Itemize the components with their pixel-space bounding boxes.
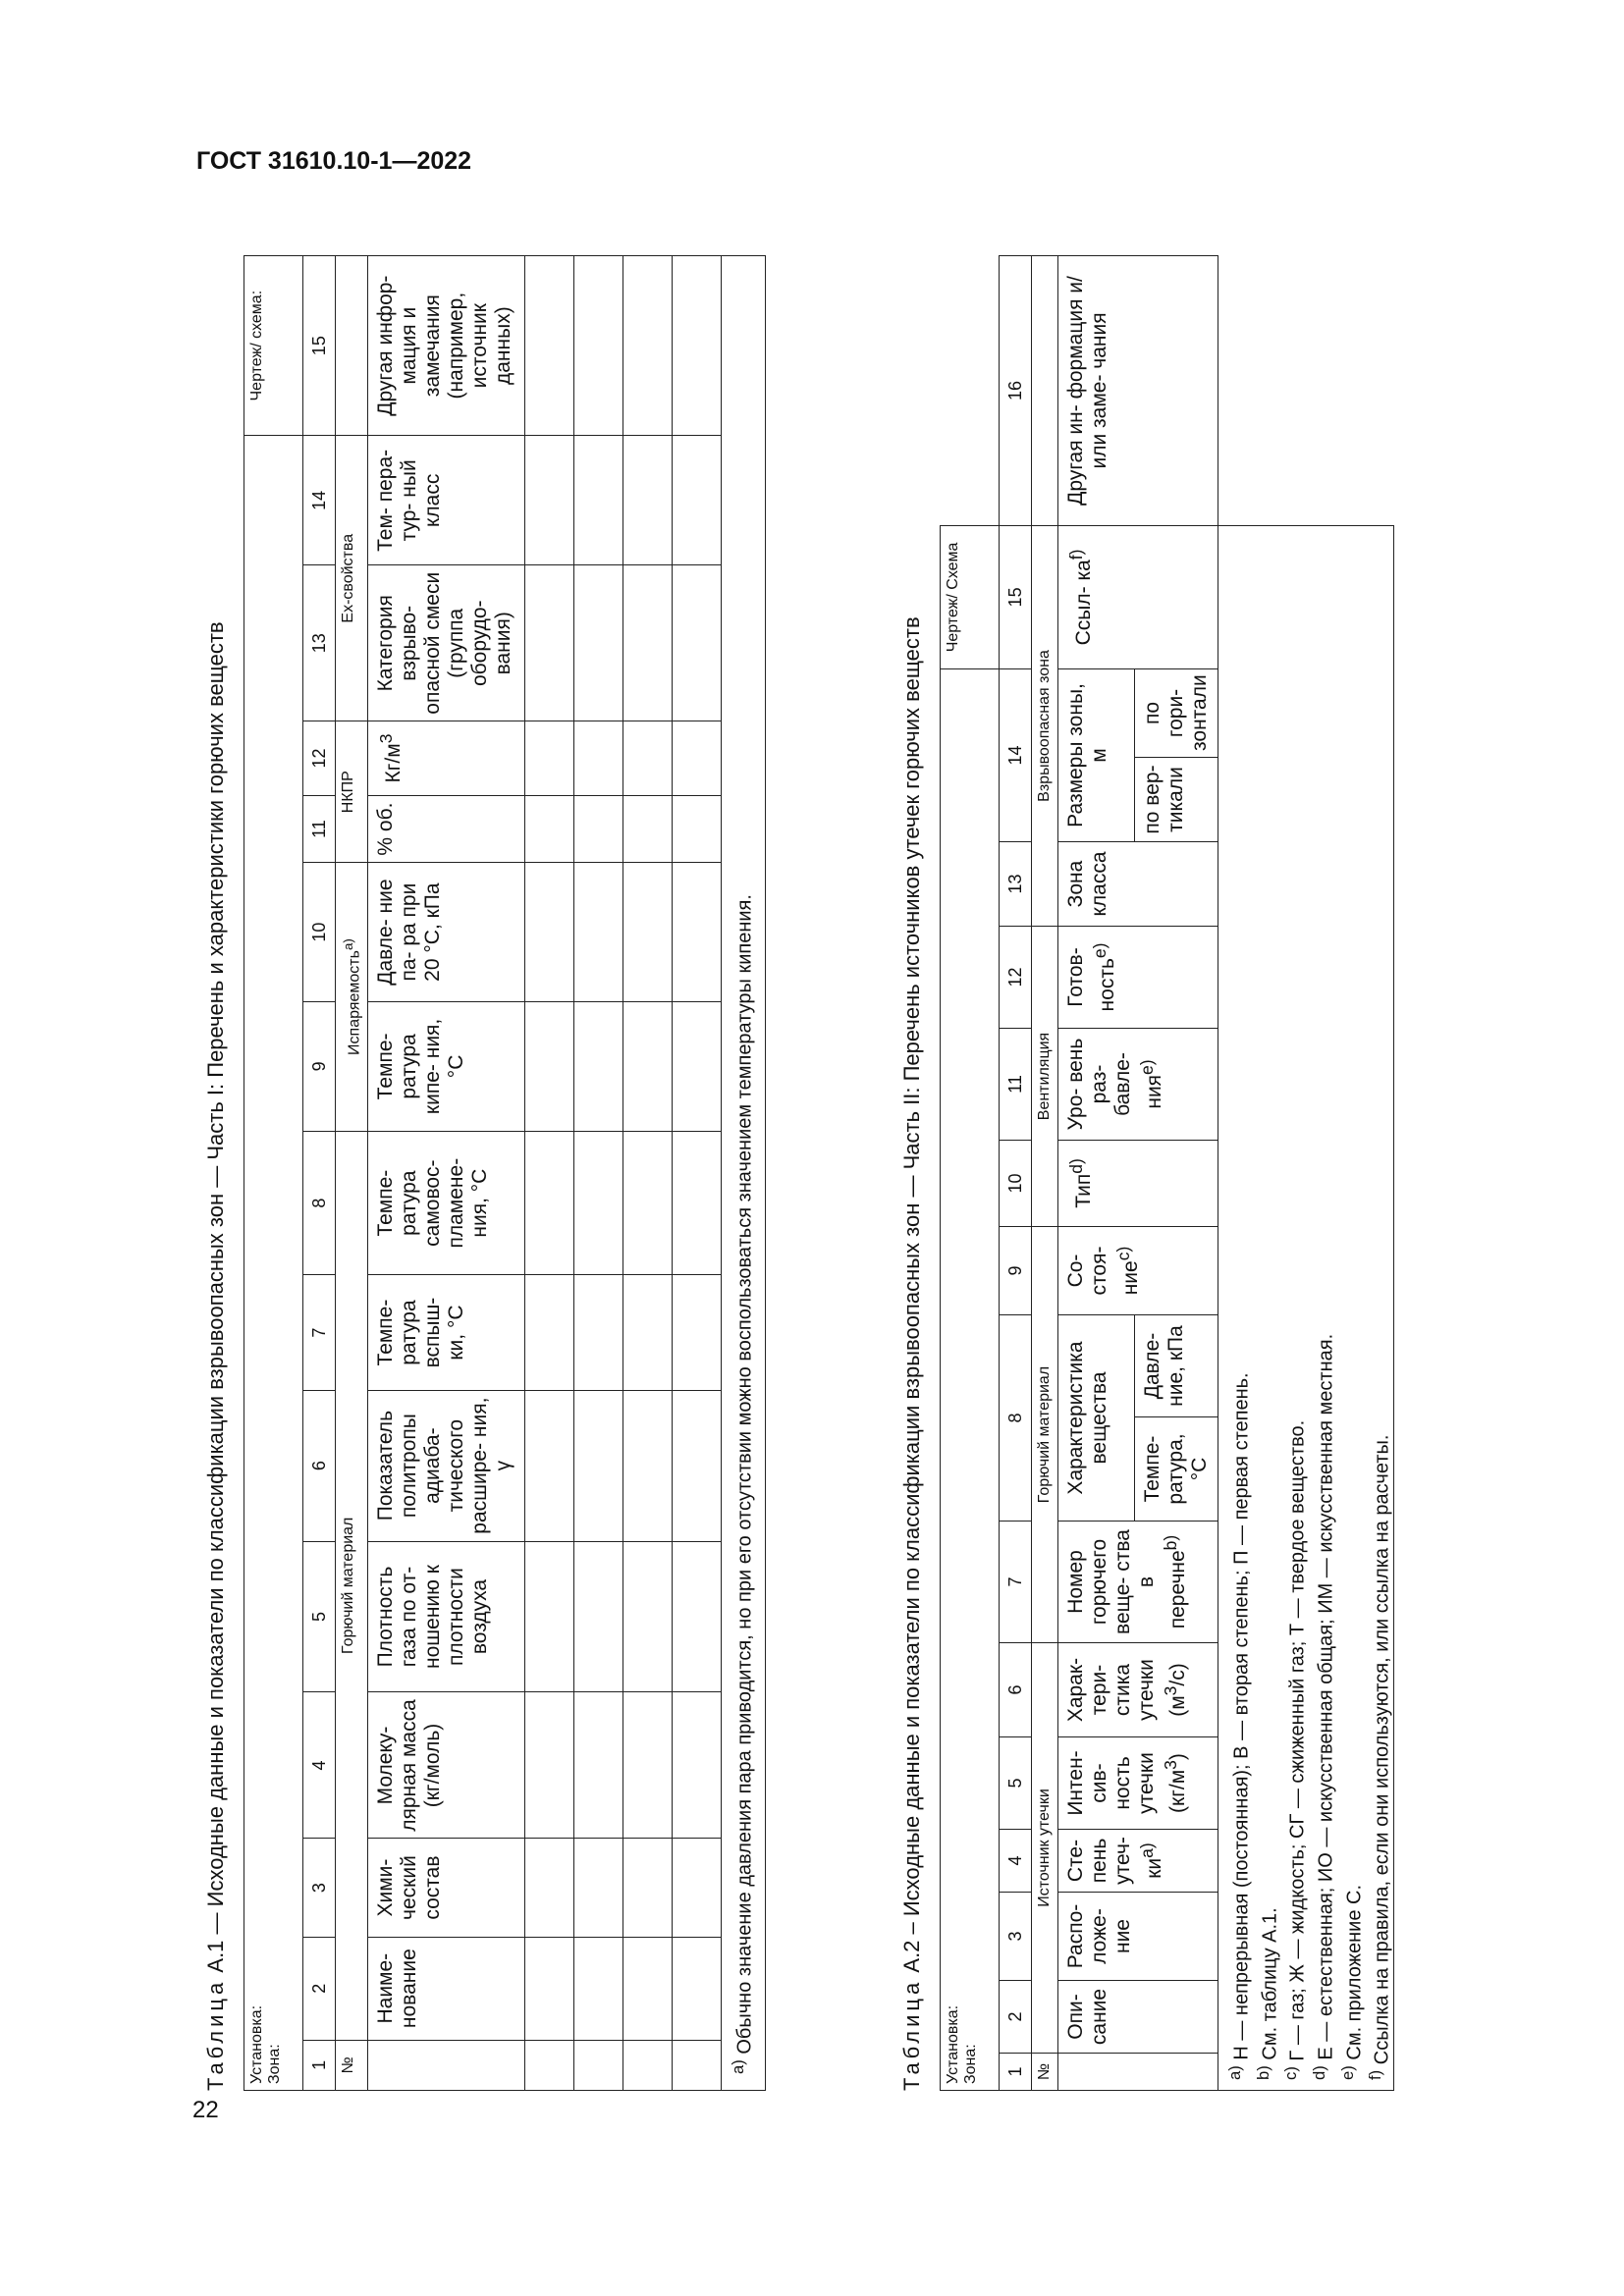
table-a2-num: 10: [1000, 1141, 1032, 1227]
table-a2-footnote-sup: е): [1337, 2065, 1357, 2080]
table-a2-footnote-sup: с): [1281, 2066, 1301, 2080]
table-a2-zone-label: Зона:: [962, 2044, 979, 2084]
table-a1-group-ex: Ех-свойства: [336, 436, 368, 721]
table-a2-group-fuel: Горючий материал: [1032, 1227, 1058, 1643]
table-a1-c12-sup: 3: [376, 733, 397, 744]
table-a2-footnote: [1365, 526, 1393, 2080]
table-a2-subheader-cell: Темпе- ратура, °С: [1135, 1417, 1218, 1522]
table-a1-footnote-text: Обычно значение давления пара приводится, но при его отсутствии можно воспользоваться значением температуры кипения.: [733, 894, 756, 2055]
table-a2-c9-text: Со- стоя- ние: [1064, 1246, 1142, 1296]
table-a1-caption-word: Таблица: [203, 1978, 228, 2091]
table-a2-header-cell: [1058, 1737, 1218, 1830]
table-a1-drawing-cell: Чертеж/ схема:: [244, 256, 303, 436]
table-a2-setup-label: Установка:: [945, 2004, 961, 2084]
table-a1-header-cell: Хими- ческий состав: [368, 1839, 525, 1937]
table-a2-num: 1: [1000, 2054, 1032, 2091]
table-a2-header-cell: [1058, 1227, 1218, 1315]
table-a1-num: 11: [303, 795, 336, 862]
table-a2-c9-sup: с): [1113, 1246, 1133, 1261]
table-a2-header-cell: Размеры зоны, м: [1058, 668, 1135, 841]
page-number: 22: [192, 2097, 219, 2123]
table-a2-num: 8: [1000, 1315, 1032, 1522]
table-a2-header-cell: [1058, 1830, 1218, 1893]
table-a1-num: 6: [303, 1390, 336, 1541]
table-a2-footnote-sup: b): [1253, 2065, 1272, 2080]
table-a2: [940, 255, 1394, 2091]
table-a2-setup-cell: [941, 668, 1000, 2090]
table-row: [525, 256, 574, 2091]
table-a2-header-cell: [1058, 525, 1218, 668]
table-a2-group-zone: Взрывоопасная зона: [1032, 525, 1058, 926]
table-a1-header-cell: Плотность газа по от- ношению к плотности воздуха: [368, 1541, 525, 1692]
table-a2-header-cell: Опи- сание: [1058, 1981, 1218, 2054]
table-a2-header-cell: [1058, 2054, 1218, 2091]
table-a1-num: 13: [303, 565, 336, 721]
table-a2-footnote-text: См. таблицу А.1.: [1259, 1907, 1281, 2060]
table-a1-caption: [196, 226, 244, 2091]
table-a1-num: 4: [303, 1692, 336, 1839]
table-a2-c6-sup: 3: [1161, 1685, 1180, 1696]
table-a2-drawing-cell: Чертеж/ Схема: [941, 525, 1000, 668]
table-a2-footnote-sup: а): [1225, 2065, 1244, 2080]
table-a2-c7-text: Номер горючего веще- ства в перечне: [1064, 1529, 1189, 1634]
table-a2-c15-sup: f): [1066, 549, 1086, 561]
table-a2-num: 14: [1000, 668, 1032, 841]
table-a1-num: 2: [303, 1937, 336, 2040]
table-a2-footnote-text: Ссылка на правила, если они используются, или ссылка на расчеты.: [1371, 1434, 1393, 2065]
table-a1-zone-label: Зона:: [266, 2044, 283, 2084]
table-a2-c5-sup: 3: [1161, 1760, 1180, 1770]
table-a1-num: 10: [303, 863, 336, 1002]
table-a1-header-cell: Молеку- лярная масса (кг/моль): [368, 1692, 525, 1839]
table-a2-c5-text: Интен- сив- ность утечки (кг/м: [1064, 1750, 1189, 1816]
table-a2-group-empty: [1032, 256, 1058, 526]
table-a2-num: 4: [1000, 1830, 1032, 1893]
table-a2-caption: [893, 226, 940, 2091]
table-a1-footnote-sup: а): [729, 2059, 748, 2074]
table-a2-c5-end: ): [1166, 1753, 1189, 1761]
table-a2-header-cell: [1058, 1643, 1218, 1737]
table-a1-header-cell: Давле- ние па- ра при 20 °С, кПа: [368, 863, 525, 1002]
table-a2-c4-sup: а): [1137, 1842, 1157, 1858]
table-a1-header-cell: [368, 2040, 525, 2090]
table-a2-footnote-sup: d): [1309, 2065, 1328, 2080]
table-a2-c15-text: Ссыл- ка: [1072, 560, 1095, 646]
table-a2-c11-text: Уро- вень раз- бавле- ния: [1064, 1038, 1165, 1131]
table-a2-c10-text: Тип: [1072, 1173, 1095, 1208]
table-a1-header-cell: Темпе- ратура вспыш- ки, °С: [368, 1275, 525, 1390]
table-a1-num: 12: [303, 721, 336, 796]
table-a1-num: 5: [303, 1541, 336, 1692]
table-a1-caption-text: А.1 — Исходные данные и показатели по классификации взрывоопасных зон — Часть I: Перечень и характеристики горючих веществ: [203, 621, 228, 1973]
table-a2-c11-sup: е): [1137, 1059, 1157, 1075]
table-a2-group-vent: Вентиляция: [1032, 927, 1058, 1227]
table-a2-header-cell: [1058, 1141, 1218, 1227]
table-a2-c12-sup: е): [1090, 942, 1110, 959]
table-a2-num: 2: [1000, 1981, 1032, 2054]
table-a2-footnote: [1309, 526, 1337, 2080]
table-a1: [244, 255, 766, 2091]
table-a1-header-cell: Темпе- ратура кипе- ния, °С: [368, 1001, 525, 1131]
table-a1-num: 8: [303, 1131, 336, 1275]
table-a2-footnote-text: См. приложение С.: [1343, 1885, 1366, 2060]
table-a1-header-cell: Показатель политропы адиаба- тического расшире- ния, γ: [368, 1390, 525, 1541]
table-a2-header-cell: Распо- ложе- ние: [1058, 1893, 1218, 1981]
table-a1-setup-cell: [244, 436, 303, 2091]
table-a2-num: 15: [1000, 525, 1032, 668]
table-a2-subheader-cell: Давле- ние, кПа: [1135, 1315, 1218, 1417]
table-a2-c4-text: Сте- пень утеч- ки: [1064, 1837, 1165, 1885]
table-a2-footnote: [1224, 526, 1253, 2080]
table-a2-footnote-text: Е — естественная; ИО — искусственная общая; ИМ — искусственная местная.: [1315, 1333, 1337, 2060]
table-a1-no-header: №: [336, 2040, 368, 2090]
table-a2-no-header: №: [1032, 2054, 1058, 2091]
table-row: [574, 256, 623, 2091]
table-a2-subheader-cell: по вер- тикали: [1135, 758, 1218, 842]
table-a1-header-cell: [368, 721, 525, 796]
table-a2-footnote-text: Н — непрерывная (постоянная); В — вторая степень; П — первая степень.: [1230, 1372, 1253, 2060]
table-a1-setup-label: Установка:: [248, 2004, 265, 2084]
table-a2-header-cell: [1058, 927, 1218, 1029]
table-row: [623, 256, 673, 2091]
table-a1-c12-text: Кг/м: [382, 743, 406, 783]
table-a1-header-cell: Другая инфор- мация и замечания (например, источник данных): [368, 256, 525, 436]
table-a2-c7-sup: b): [1161, 1534, 1180, 1551]
table-a1-header-cell: Тем- пера- тур- ный класс: [368, 436, 525, 565]
table-a1-num: 7: [303, 1275, 336, 1390]
table-a1-header-cell: % об.: [368, 795, 525, 862]
table-a2-subheader-cell: по гори- зонтали: [1135, 668, 1218, 757]
table-a2-footnotes: [1218, 526, 1393, 2090]
table-a2-header-cell: Другая ин- формация и/или заме- чания: [1058, 256, 1218, 526]
table-a2-c12-text: Готов- ность: [1064, 947, 1118, 1012]
table-a2-footnote-text: Г — газ; Ж — жидкость; СГ — сжиженный газ; Т — твердое вещество.: [1286, 1419, 1309, 2061]
table-a2-num: 3: [1000, 1893, 1032, 1981]
table-a2-header-cell: Зона класса: [1058, 842, 1218, 927]
table-a2-header-cell: Характеристика вещества: [1058, 1315, 1135, 1522]
table-a2-num: 6: [1000, 1643, 1032, 1737]
table-a2-caption-text: А.2 – Исходные данные и показатели по классификации взрывоопасных зон — Часть II: Перечень источников утечек горючих веществ: [899, 616, 924, 1973]
table-a2-num: 11: [1000, 1029, 1032, 1141]
table-a2-group-source: Источник утечки: [1032, 1643, 1058, 2054]
table-a2-notes-cell: [1218, 525, 1394, 2090]
table-a1-group-empty: [336, 256, 368, 436]
table-a1-group-fuel: Горючий материал: [336, 1131, 368, 2040]
table-a2-c10-sup: d): [1066, 1158, 1086, 1174]
table-a1-note-cell: [722, 256, 766, 2091]
table-a2-num: 5: [1000, 1737, 1032, 1830]
table-a1-block: [196, 226, 766, 2091]
table-a2-block: [893, 226, 1394, 2091]
table-a2-num: 7: [1000, 1522, 1032, 1643]
table-a1-num: 9: [303, 1001, 336, 1131]
table-a1-num: 15: [303, 256, 336, 436]
table-a2-c6-end: /с): [1166, 1663, 1189, 1686]
table-a1-group-nkpr: НКПР: [336, 721, 368, 863]
table-row: [673, 256, 722, 2091]
table-a1-num: 14: [303, 436, 336, 565]
table-a2-header-cell: [1058, 1029, 1218, 1141]
table-a1-group-evap-text: Испаряемость: [346, 950, 363, 1055]
table-a2-num: 13: [1000, 842, 1032, 927]
table-a1-group-evap-sup: а): [341, 938, 355, 951]
table-a2-header-cell: [1058, 1522, 1218, 1643]
table-a2-footnote: [1337, 526, 1366, 2080]
table-a1-footnote: [722, 256, 756, 2090]
table-a2-c6-text: Харак- тери- стика утечки (м: [1064, 1657, 1189, 1723]
table-a1-group-evap: [336, 863, 368, 1132]
table-a2-footnote: [1280, 526, 1309, 2080]
table-a2-num: 16: [1000, 256, 1032, 526]
table-a1-header-cell: Наиме- нование: [368, 1937, 525, 2040]
document-header: ГОСТ 31610.10-1—2022: [196, 147, 472, 175]
table-a2-caption-word: Таблица: [899, 1978, 924, 2091]
table-a2-footnote: [1253, 526, 1281, 2080]
table-a1-header-cell: Категория взрыво- опасной смеси (группа оборудо- вания): [368, 565, 525, 721]
table-a2-footnote-sup: f): [1366, 2069, 1385, 2080]
table-a2-num: 9: [1000, 1227, 1032, 1315]
table-a1-num: 1: [303, 2040, 336, 2090]
table-a1-header-cell: Темпе- ратура самовос- пламене- ния, °С: [368, 1131, 525, 1275]
table-a1-num: 3: [303, 1839, 336, 1937]
table-a2-num: 12: [1000, 927, 1032, 1029]
